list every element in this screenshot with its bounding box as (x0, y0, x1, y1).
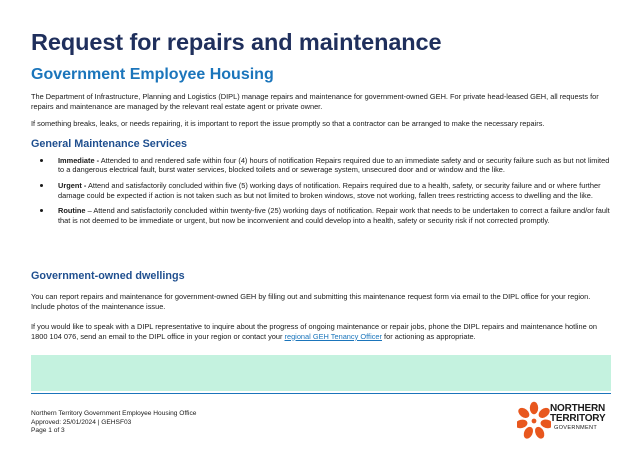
list-item-urgent (31, 181, 611, 200)
logo-text-northern: NORTHERN (550, 403, 606, 414)
item-label: Immediate - (58, 156, 100, 165)
footer-page-number: Page 1 of 3 (31, 427, 65, 435)
logo-text-territory: TERRITORY (550, 413, 606, 424)
intro-paragraph-2: If something breaks, leaks, or needs repairing, it is important to report the issue promptly so that a contractor can be arranged to make the necessary repairs. (31, 119, 545, 128)
tenancy-officer-link[interactable]: regional GEH Tenancy Officer (284, 331, 382, 341)
maintenance-heading: General Maintenance Services (31, 138, 188, 150)
page-subtitle: Government Employee Housing (31, 66, 274, 83)
desert-rose-icon (517, 401, 551, 441)
dwellings-heading: Government-owned dwellings (31, 270, 185, 282)
item-label: Urgent - (58, 181, 87, 191)
bullet-icon (40, 159, 43, 162)
footer-approved: Approved: 25/01/2024 | GEHSF03 (31, 418, 132, 426)
bullet-icon (40, 209, 43, 212)
dwellings-text-before: If you would like to speak with a DIPL representative to inquire about the progress of ongoing maintenance or repair jobs, phone the DIPL repairs and maintenance hotline on 1800 104 076, send an email to the DIPL office in your region or contact your (31, 322, 598, 341)
footer (31, 410, 196, 436)
item-text: Attend and satisfactorily concluded within five (5) working days of notification. Repairs required due to a health, safety, or security failure and or where further damage could be expected if action is not taken such as but not limited to broken windows, stove not working, fallen trees restricting access to dwelling and the like. (58, 181, 601, 200)
list-item-immediate (31, 156, 611, 175)
item-text: Attended to and rendered safe within four (4) hours of notification Repairs required due to an immediate safety and or security failure such as but not limited to a dangerous electrical fault, burst water services, blocked toilets and or sewerage system, unsecured door and or window and the like. (58, 156, 610, 175)
logo-text-government: GOVERNMENT (554, 425, 598, 431)
dwellings-paragraph-2 (31, 322, 611, 341)
bullet-icon (40, 184, 43, 187)
footer-office: Northern Territory Government Employee Housing Office (31, 410, 197, 417)
page-title: Request for repairs and maintenance (31, 29, 442, 55)
dwellings-text-after: for actioning as appropriate. (382, 331, 476, 341)
footer-divider (31, 393, 611, 394)
dwellings-paragraph-1: You can report repairs and maintenance for government-owned GEH by filling out and submitting this maintenance request form via email to the DIPL office for your region. Include photos of the maintenance issue. (31, 292, 591, 311)
maintenance-list (31, 156, 611, 231)
nt-government-logo (517, 401, 613, 441)
list-item-routine (31, 206, 611, 225)
intro-paragraph-1: The Department of Infrastructure, Planning and Logistics (DIPL) manage repairs and maintenance for government-owned GEH. For private head-leased GEH, all requests for repairs and maintenance are managed by the relevant real estate agent or private owner. (31, 92, 599, 111)
item-label: Routine (58, 206, 86, 216)
highlight-box (31, 355, 611, 391)
item-text: – Attend and satisfactorily concluded within twenty-five (25) working days of notification. Repair work that needs to be undertaken to correct a failure and/or fault that is not deemed to be immediate or urgent, but now be inconvenient and could develop into a health, safety or security risk if not corrected promptly. (58, 206, 610, 225)
